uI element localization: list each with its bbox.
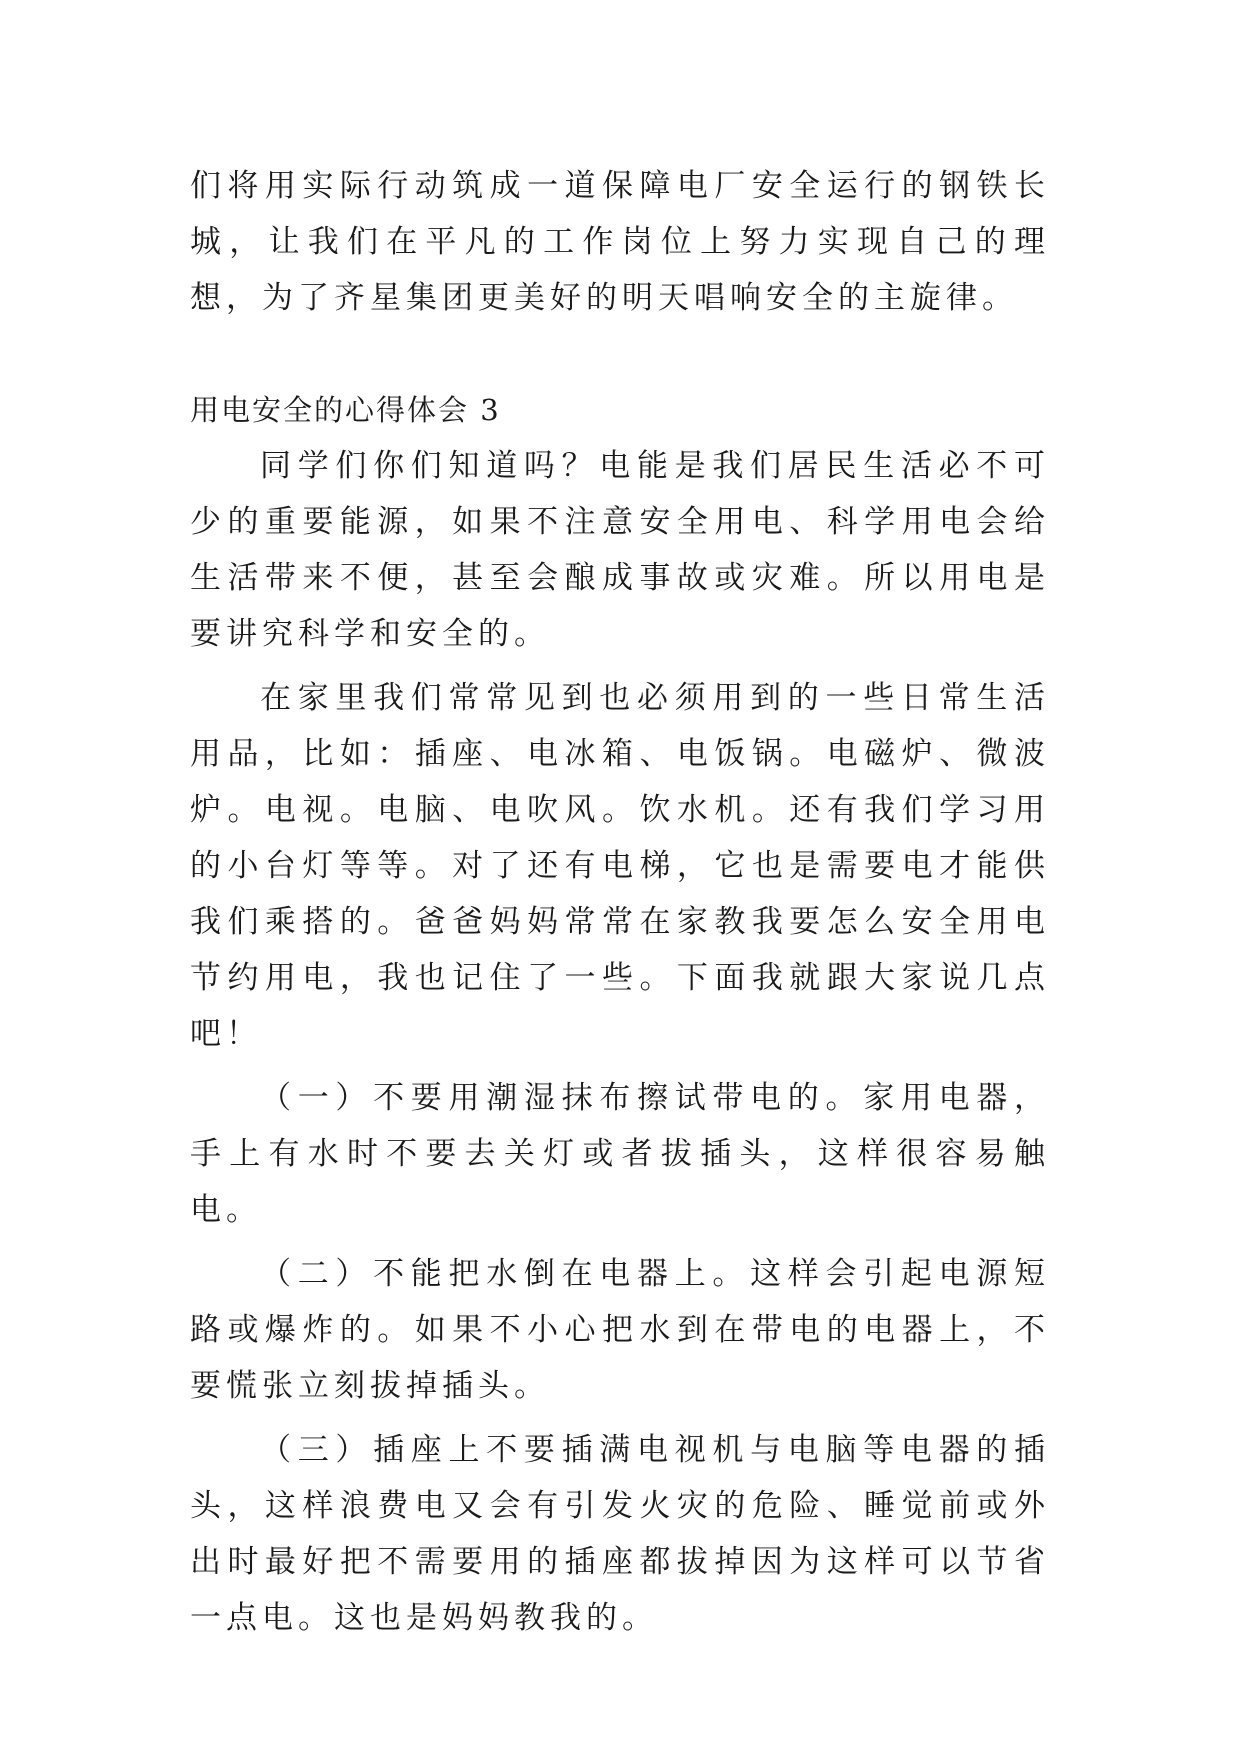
paragraph-tip-2: （二）不能把水倒在电器上。这样会引起电源短路或爆炸的。如果不小心把水到在带电的电器上，不要慌张立刻拔掉插头。 [190,1256,1050,1404]
section-title: 用电安全的心得体会 3 [190,393,501,427]
continuation-paragraph: 们将用实际行动筑成一道保障电厂安全运行的钢铁长城，让我们在平凡的工作岗位上努力实现自己的理想，为了齐星集团更美好的明天唱响安全的主旋律。 [190,168,1050,316]
paragraph-tip-1: （一）不要用潮湿抹布擦试带电的。家用电器，手上有水时不要去关灯或者拔插头，这样很容易触电。 [190,1080,1050,1228]
paragraph-tip-3: （三）插座上不要插满电视机与电脑等电器的插头，这样浪费电又会有引发火灾的危险、睡觉前或外出时最好把不需要用的插座都拔掉因为这样可以节省一点电。这也是妈妈教我的。 [190,1432,1050,1636]
paragraph-household: 在家里我们常常见到也必须用到的一些日常生活用品，比如：插座、电冰箱、电饭锅。电磁炉、微波炉。电视。电脑、电吹风。饮水机。还有我们学习用的小台灯等等。对了还有电梯，它也是需要电才能供我们乘搭的。爸爸妈妈常常在家教我要怎么安全用电节约用电，我也记住了一些。下面我就跟大家说几点吧！ [190,680,1050,1052]
document-body [190,158,1050,1646]
paragraph-intro: 同学们你们知道吗？电能是我们居民生活必不可少的重要能源，如果不注意安全用电、科学用电会给生活带来不便，甚至会酿成事故或灾难。所以用电是要讲究科学和安全的。 [190,448,1050,652]
